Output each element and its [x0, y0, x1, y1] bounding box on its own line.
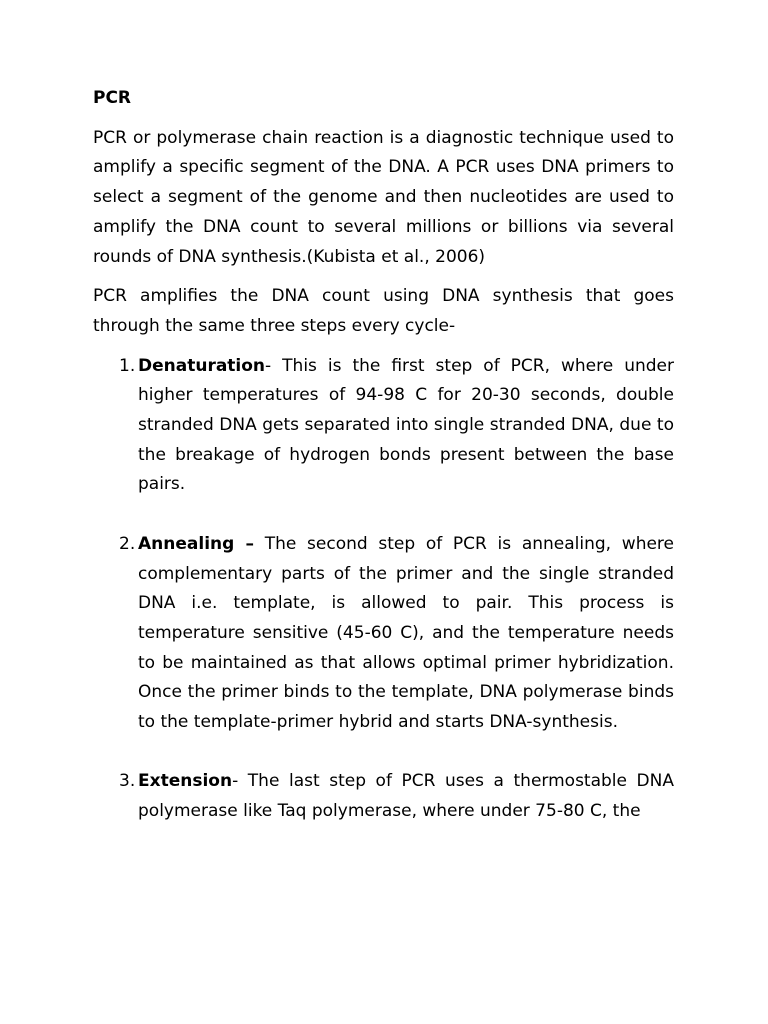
intro-paragraph: PCR or polymerase chain reaction is a diagnostic technique used to amplify a specific segment of the DNA. A PCR uses DNA primers to select a segment of the genome and then nucleotides are used to amplify the DNA count to several millions or billions via several rounds of DNA synthesis.(Kubista et al., 2006)	[93, 127, 674, 267]
step-term: Annealing	[138, 533, 235, 554]
pcr-steps-list	[93, 352, 674, 827]
step-description: The last step of PCR uses a thermostable DNA polymerase like Taq polymerase, where under 75-80 C, the	[138, 771, 674, 822]
step-term: Denaturation	[138, 355, 266, 376]
list-item-number: 2.	[119, 533, 136, 554]
list-item-number: 3.	[119, 771, 136, 792]
list-item-annealing	[93, 530, 674, 738]
list-item-extension	[93, 767, 674, 826]
list-item-number: 1.	[119, 355, 136, 376]
steps-intro-paragraph: PCR amplifies the DNA count using DNA synthesis that goes through the same three steps every cycle-	[93, 286, 674, 336]
document-page	[93, 84, 674, 827]
list-item-denaturation	[93, 352, 674, 501]
step-description: This is the first step of PCR, where under higher temperatures of 94-98 C for 20-30 seconds, double stranded DNA gets separated into single stranded DNA, due to the breakage of hydrogen bonds present between the base pairs.	[138, 355, 674, 495]
step-separator: –	[234, 533, 255, 554]
step-separator: -	[265, 355, 272, 376]
document-title: PCR	[93, 88, 132, 108]
step-description: The second step of PCR is annealing, where complementary parts of the primer and the single stranded DNA i.e. template, is allowed to pair. This process is temperature sensitive (45-60 C), and the temperature needs to be maintained as that allows optimal primer hybridization. Once the primer binds to the template, DNA polymerase binds to the template-primer hybrid and starts DNA-synthesis.	[138, 533, 674, 733]
step-separator: -	[232, 771, 239, 792]
step-term: Extension	[138, 771, 233, 792]
